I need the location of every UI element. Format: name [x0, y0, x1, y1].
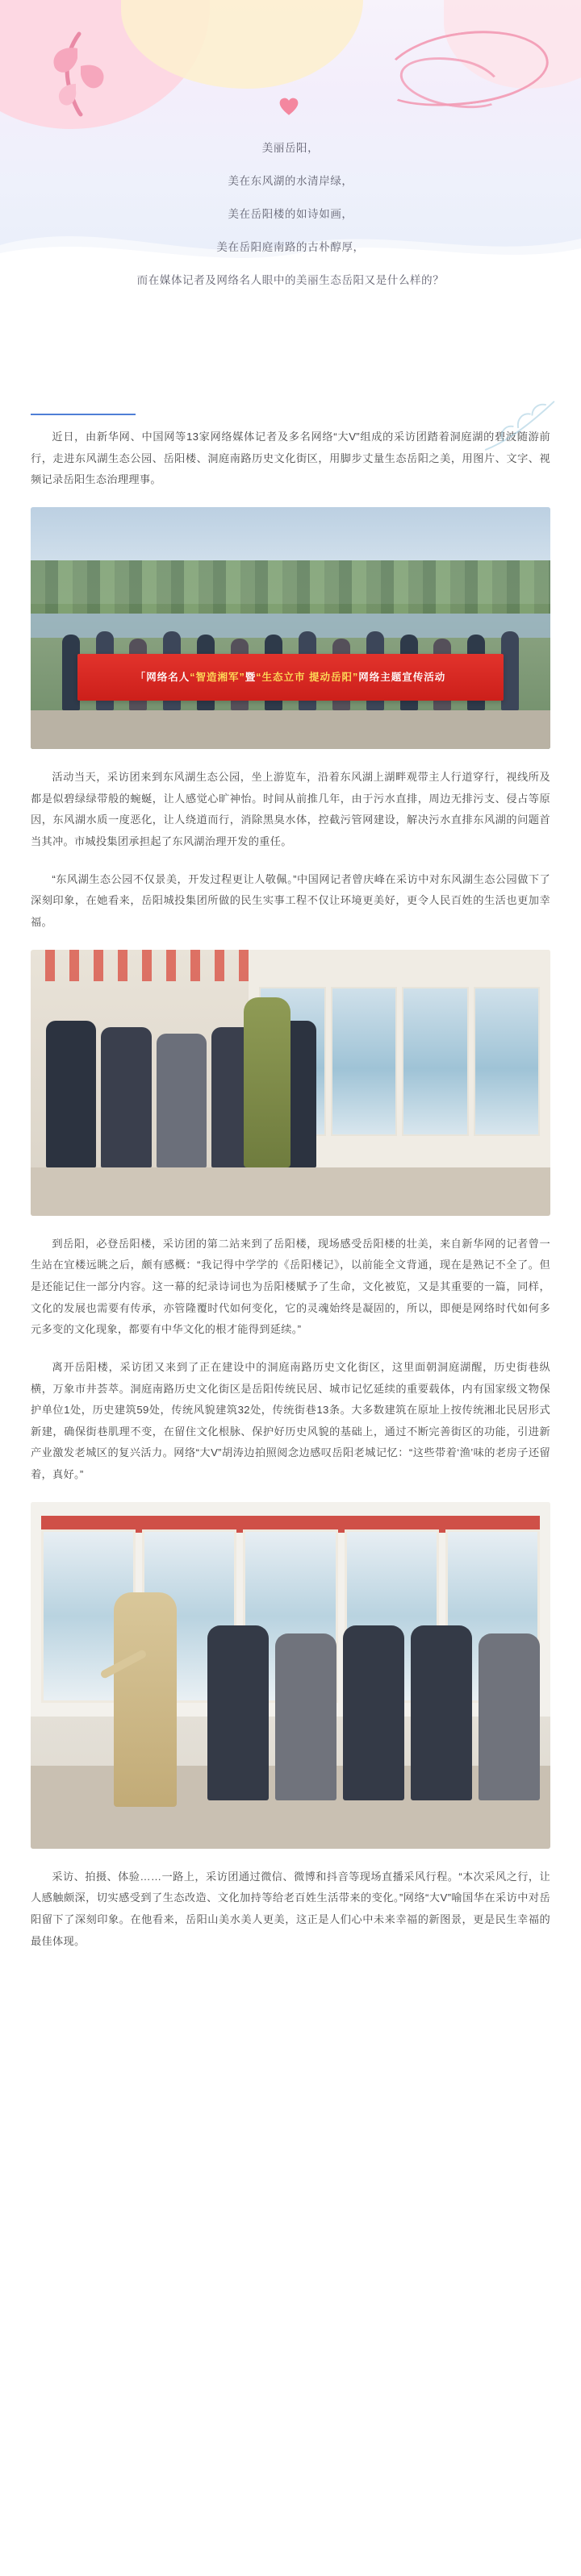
- banner-segment-1: 「网络名人: [135, 671, 190, 683]
- banner-segment-2: 暨: [245, 671, 257, 683]
- event-banner-text: [77, 654, 504, 701]
- banner-highlight-1: “智造湘军”: [190, 671, 245, 683]
- paragraph-5: 离开岳阳楼，采访团又来到了正在建设中的洞庭南路历史文化街区，这里面朝洞庭湖醒，历史街巷纵横，万象市井荟萃。洞庭南路历史文化街区是岳阳传统民居、城市记忆延续的重要载体，内有国家级文物保护单位1处，历史建筑59处，传统风貌建筑32处，传统街巷13条。大多数建筑在原址上按传统湘北民居形式新建，确保街巷肌理不变，在留住文化根脉、保护好历史风貌的基础上，通过不断完善街区的功能，引进新产业激发老城区的复兴活力。网络“大V”胡涛边拍照阅念边感叹岳阳老城记忆：“这些带着‘渔’味的老房子还留着，真好。”: [31, 1360, 550, 1481]
- photo-exhibition-hall: [31, 950, 550, 1216]
- intro-line-1: 美丽岳阳，: [261, 142, 320, 154]
- bottom-spacer: [31, 1968, 550, 1983]
- article-body: [0, 399, 581, 2015]
- paragraph-3: “东风湖生态公园不仅景美，开发过程更让人敬佩。”中国网记者曾庆峰在采访中对东风湖生态公园做下了深刻印象，在她看来，岳阳城投集团所做的民生实事工程不仅让环境更美好，更令人民百姓的生活也更加幸福。: [31, 872, 550, 928]
- paragraph-6: 采访、拍摄、体验……一路上，采访团通过微信、微博和抖音等现场直播采风行程。“本次采风之行，让人感触颇深，切实感受到了生态改造、文化加持等给老百姓生活带来的变化。”网络“大V”喻国华在采访中对岳阳留下了深刻印象。在他看来，岳阳山美水美人更美，这正是人们心中未来幸福的新图景，更是民生幸福的最佳体现。: [31, 1870, 550, 1947]
- intro-line-5: 而在媒体记者及网络名人眼中的美丽生态岳阳又是什么样的？: [136, 274, 445, 286]
- intro-line-3: 美在岳阳楼的如诗如画，: [228, 208, 353, 220]
- paragraph-1: 近日，由新华网、中国网等13家网络媒体记者及多名网络“大V”组成的采访团踏着洞庭湖的碧波随游前行，走进东风湖生态公园、岳阳楼、洞庭南路历史文化街区，用脚步丈量生态岳阳之美，用图片、文字、视频记录岳阳生态治理理事。: [31, 431, 550, 486]
- heart-icon: [278, 97, 299, 118]
- photo-group-banner: [31, 507, 550, 749]
- paragraph-4: 到岳阳，必登岳阳楼，采访团的第二站来到了岳阳楼，现场感受岳阳楼的壮美，来自新华网的记者曾一生站在宜楼远眺之后，颇有感概：“我记得中学学的《岳阳楼记》，以前能全文背通，现在是熟记不全了。但是还能记住一部分内容。这一幕的纪录诗词也为岳阳楼赋予了生命，文化被览，又是其重要的一篇，同样，文化的发展也需要有传承，亦管隆覆时代如何变化，它的灵魂始终是凝固的，所以，即便是网络时代如何多元多变的文化现象，都要有中华文化的根才能得到延续。”: [31, 1237, 550, 1336]
- banner-segment-3: 网络主题宣传活动: [358, 671, 446, 683]
- intro-block: [0, 137, 581, 291]
- photo-guide-pointing: [31, 1502, 550, 1849]
- intro-line-2: 美在东风湖的水清岸绿，: [228, 175, 353, 187]
- banner-highlight-2: “生态立市 提动岳阳”: [256, 671, 359, 683]
- intro-line-4: 美在岳阳庭南路的古朴醇厚，: [216, 241, 365, 253]
- branch-decoration-icon: [483, 394, 560, 459]
- paragraph-2: 活动当天，采访团来到东风湖生态公园，坐上游览车，沿着东风湖上湖畔观带主人行道穿行，视线所及都是似碧绿绿带般的蜿蜒，让人感觉心旷神怡。时间从前推几年，由于污水直排，周边无排污支、侵占等原因，东风湖水质一度恶化，让人绕道而行，消除黑臭水体，控截污管网建设，解决污水直排东风湖的问题首当其冲。市城投集团承担起了东风湖治理开发的重任。: [31, 770, 550, 847]
- leaf-icon: [31, 24, 127, 121]
